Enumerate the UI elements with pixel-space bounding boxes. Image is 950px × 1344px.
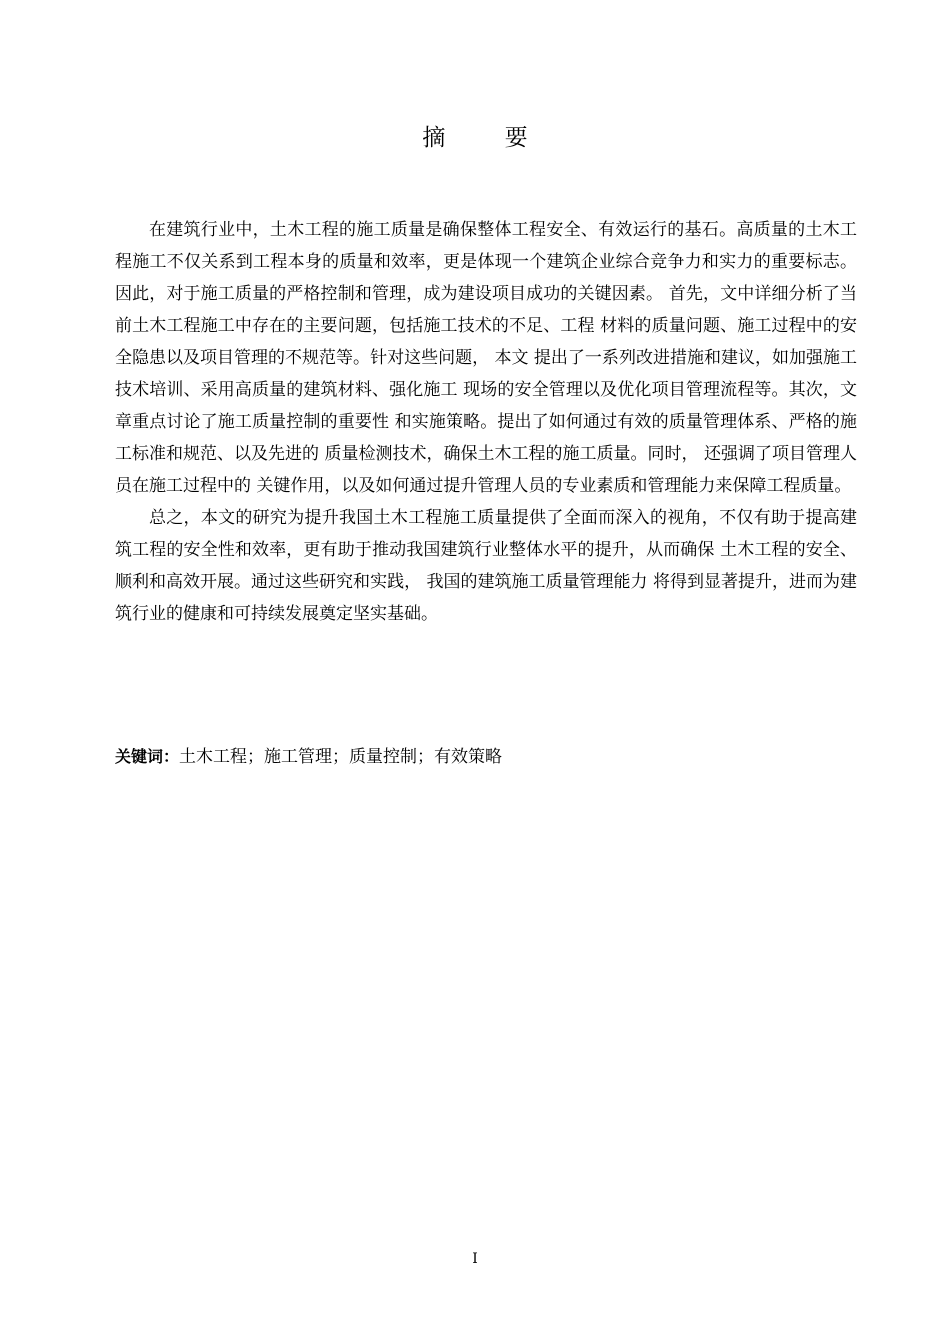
abstract-title: 摘 要 (422, 125, 554, 151)
page-number: I (472, 1251, 478, 1267)
keywords-label: 关键词： (115, 747, 180, 766)
keywords-line (115, 742, 857, 772)
keywords-list: 土木工程；施工管理；质量控制；有效策略 (179, 747, 503, 767)
abstract-body (115, 214, 857, 630)
abstract-paragraph-1: 在建筑行业中，土木工程的施工质量是确保整体工程安全、有效运行的基石。高质量的土木工程施工不仅关系到工程本身的质量和效率，更是体现一个建筑企业综合竞争力和实力的重要标志。因此，对于施工质量的严格控制和管理，成为建设项目成功的关键因素。 首先，文中详细分析了当前土木工程施工中存在的主要问题，包括施工技术的不足、工程 材料的质量问题、施工过程中的安全隐患以及项目管理的不规范等。针对这些问题， 本文 提出了一系列改进措施和建议，如加强施工技术培训、采用高质量的建筑材料、强化施工 现场的安全管理以及优化项目管理流程等。其次，文章重点讨论了施工质量控制的重要性 和实施策略。提出了如何通过有效的质量管理体系、严格的施工标准和规范、以及先进的 质量检测技术，确保土木工程的施工质量。同时， 还强调了项目管理人员在施工过程中的 关键作用，以及如何通过提升管理人员的专业素质和管理能力来保障工程质量。 (115, 220, 857, 496)
abstract-paragraph-2: 总之，本文的研究为提升我国土木工程施工质量提供了全面而深入的视角，不仅有助于提高建筑工程的安全性和效率，更有助于推动我国建筑行业整体水平的提升，从而确保 土木工程的安全、顺利和高效开展。通过这些研究和实践， 我国的建筑施工质量管理能力 将得到显著提升，进而为建筑行业的健康和可持续发展奠定坚实基础。 (115, 508, 857, 624)
